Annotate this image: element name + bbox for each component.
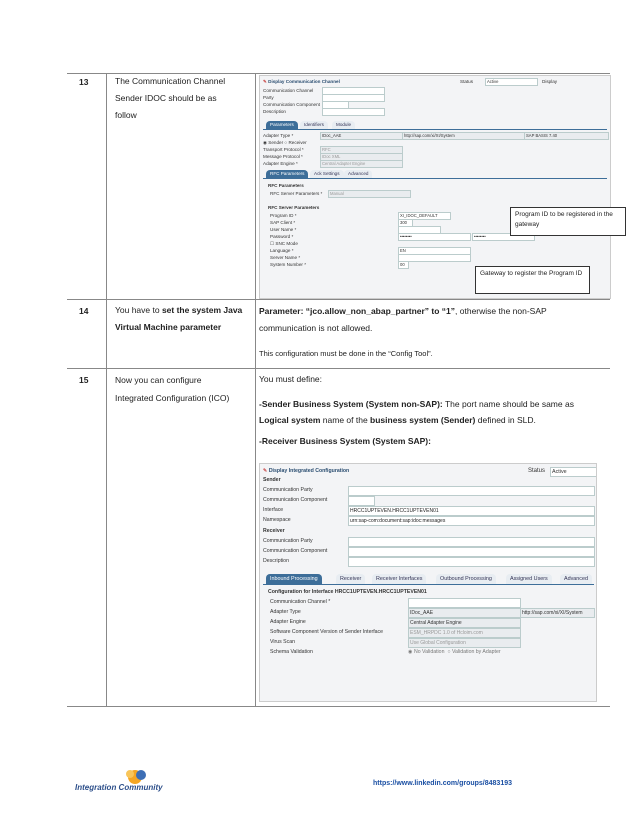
receiver-component-field[interactable] bbox=[348, 547, 595, 557]
config-title: Configuration for Interface HRCC1UPTEVEN.HRCC1UPTEVEN01 bbox=[268, 589, 427, 595]
namespace-field[interactable]: urn:sap-com:document:sap:idoc:messages bbox=[348, 516, 595, 526]
edit-icon: ✎ bbox=[263, 468, 268, 474]
virus-scan-field[interactable]: Use Global Configuration bbox=[408, 638, 521, 648]
field-label: SAP Client * bbox=[270, 220, 296, 225]
table-bottom-border bbox=[67, 706, 610, 707]
radio-selected-icon: ◉ bbox=[408, 649, 413, 655]
radio-selected-icon: ◉ bbox=[263, 140, 268, 145]
tab-rfc-parameters[interactable]: RFC Parameters bbox=[266, 170, 308, 178]
parameter-note: , otherwise the non-SAP communication is not allowed. bbox=[259, 306, 547, 333]
tab-advanced[interactable]: Advanced bbox=[344, 170, 372, 178]
tab-underline bbox=[263, 129, 607, 130]
description-field[interactable] bbox=[322, 108, 385, 116]
radio-unselected-icon: ○ bbox=[284, 140, 288, 145]
edit-icon: ✎ bbox=[263, 79, 267, 84]
parameter-name: Parameter: “jco.allow_non_abap_partner” to “1” bbox=[259, 306, 456, 316]
desc-line: Now you can configure bbox=[115, 375, 202, 385]
tab-underline bbox=[263, 584, 594, 585]
step-number: 13 bbox=[79, 77, 89, 87]
field-label: Software Component Version of Sender Interface bbox=[270, 629, 384, 635]
tab-parameters[interactable]: Parameters bbox=[266, 121, 298, 129]
description-field[interactable] bbox=[348, 557, 595, 567]
snc-checkbox[interactable]: ☐ SNC Mode bbox=[270, 241, 298, 246]
linkedin-group-link[interactable]: https://www.linkedin.com/groups/8483193 bbox=[373, 780, 512, 787]
status-label: Status bbox=[460, 79, 474, 84]
field-label: Communication Component bbox=[263, 102, 320, 107]
field-label: System Number * bbox=[270, 262, 306, 267]
sender-component-field[interactable] bbox=[348, 496, 375, 506]
tab-inbound-processing[interactable]: Inbound Processing bbox=[266, 574, 322, 584]
rfc-server-parameters-field[interactable]: Manual bbox=[328, 190, 411, 198]
field-label: Adapter Engine bbox=[270, 619, 306, 625]
field-label: Adapter Type * bbox=[263, 133, 294, 138]
desc-line: Integrated Configuration (ICO) bbox=[115, 393, 230, 403]
field-label: Communication Component bbox=[263, 548, 328, 554]
tab-assigned-users[interactable]: Assigned Users bbox=[506, 574, 552, 584]
tab-advanced[interactable]: Advanced bbox=[560, 574, 592, 584]
intro-text: You must define: bbox=[259, 374, 323, 384]
field-label: Language * bbox=[270, 248, 294, 253]
desc-bold-text: set the system Java Virtual Machine parameter bbox=[115, 305, 243, 332]
adapter-namespace-field: http://sap.com/xi/XI/System bbox=[402, 132, 525, 140]
interface-field[interactable]: HRCC1UPTEVEN.HRCC1UPTEVEN01 bbox=[348, 506, 595, 516]
adapter-engine-field[interactable]: Central Adapter Engine bbox=[320, 160, 403, 168]
field-label: Communication Party bbox=[263, 538, 313, 544]
radio-unselected-icon: ○ bbox=[447, 649, 451, 655]
field-label: RFC Server Parameters * bbox=[270, 191, 323, 196]
communication-channel-field[interactable] bbox=[408, 598, 521, 608]
field-label: Message Protocol * bbox=[263, 154, 303, 159]
parameter-instruction bbox=[259, 303, 604, 337]
system-number-field[interactable]: 00 bbox=[398, 261, 409, 269]
direction-radio[interactable]: ◉ Sender ○ Receiver bbox=[263, 140, 307, 145]
desc-line: follow bbox=[115, 110, 137, 120]
desc-line: Sender IDOC should be as bbox=[115, 93, 217, 103]
adapter-type-field[interactable]: IDoc_AAE bbox=[320, 132, 403, 140]
sender-party-field[interactable] bbox=[348, 486, 595, 496]
status-field: Active bbox=[550, 467, 597, 477]
program-id-callout: Program ID to be registered in the gateway bbox=[510, 207, 626, 236]
step-description bbox=[115, 302, 250, 336]
tab-receiver[interactable]: Receiver bbox=[336, 574, 365, 584]
step-number: 15 bbox=[79, 375, 89, 385]
table-row-divider bbox=[67, 299, 610, 300]
display-label: Display bbox=[542, 79, 558, 84]
config-tool-note: This configuration must be done in the “Config Tool”. bbox=[259, 349, 433, 358]
field-label: Description bbox=[263, 558, 289, 564]
password-field[interactable]: •••••••• bbox=[398, 233, 471, 241]
receiver-instruction: -Receiver Business System (System SAP): bbox=[259, 436, 431, 446]
language-field[interactable]: EN bbox=[398, 247, 471, 255]
integration-community-logo bbox=[75, 768, 195, 799]
adapter-engine-field: Central Adapter Engine bbox=[408, 618, 521, 628]
field-label: Adapter Type bbox=[270, 609, 301, 615]
section-title: RFC Parameters bbox=[268, 183, 304, 188]
tab-receiver-interfaces[interactable]: Receiver Interfaces bbox=[372, 574, 426, 584]
program-id-field[interactable]: XI_IDOC_DEFAULT bbox=[398, 212, 451, 220]
message-protocol-field[interactable]: IDoc XML bbox=[320, 153, 403, 161]
sap-client-field[interactable]: 300 bbox=[398, 219, 413, 227]
field-label: Schema Validation bbox=[270, 649, 313, 655]
field-label: Communication Channel bbox=[263, 88, 314, 93]
password-confirm-field[interactable]: •••••••• bbox=[472, 233, 535, 241]
desc-text: You have to bbox=[115, 305, 162, 315]
table-column-divider bbox=[106, 73, 107, 706]
desc-line: The Communication Channel bbox=[115, 76, 226, 86]
swcv-field: ESM_HRPDC 1.0 of Hcloim.com bbox=[408, 628, 521, 638]
integrated-configuration-screenshot bbox=[259, 463, 597, 702]
field-label: Program ID * bbox=[270, 213, 297, 218]
field-label: Communication Party bbox=[263, 487, 313, 493]
sender-instruction: -Sender Business System (System non-SAP): The port name should be same as Logical system name of the business system (Sender) defined in SLD. bbox=[259, 399, 574, 425]
gateway-callout: Gateway to register the Program ID bbox=[475, 266, 590, 294]
step-description bbox=[115, 74, 250, 122]
section-title: RFC Server Parameters bbox=[268, 205, 320, 210]
table-row-divider bbox=[67, 368, 610, 369]
field-label: Password * bbox=[270, 234, 294, 239]
status-field: Active bbox=[485, 78, 538, 86]
table-column-divider bbox=[255, 73, 256, 706]
field-label: Description bbox=[263, 109, 286, 114]
tab-ack-settings[interactable]: Ack Settings bbox=[310, 170, 344, 178]
transport-protocol-field[interactable]: RFC bbox=[320, 146, 403, 154]
field-label: Communication Component bbox=[263, 497, 328, 503]
tab-outbound-processing[interactable]: Outbound Processing bbox=[436, 574, 496, 584]
field-label: Transport Protocol * bbox=[263, 147, 304, 152]
field-label: Adapter Engine * bbox=[263, 161, 298, 166]
status-label: Status bbox=[528, 468, 546, 474]
receiver-party-field[interactable] bbox=[348, 537, 595, 547]
field-label: Interface bbox=[263, 507, 284, 513]
section-title: Sender bbox=[263, 477, 281, 483]
field-label: Server Name * bbox=[270, 255, 301, 260]
field-label: User Name * bbox=[270, 227, 297, 232]
field-label: Party bbox=[263, 95, 274, 100]
field-label: Namespace bbox=[263, 517, 291, 523]
schema-validation-radio[interactable]: ◉ No Validation ○ Validation by Adapter bbox=[408, 649, 501, 655]
checkbox-icon: ☐ bbox=[270, 241, 275, 246]
step-description bbox=[115, 371, 250, 407]
screen-title: ✎ Display Communication Channel bbox=[263, 79, 340, 84]
field-label: Virus Scan bbox=[270, 639, 295, 645]
logo-text: Integration Community bbox=[75, 783, 163, 792]
tab-underline bbox=[263, 178, 607, 179]
step-number: 14 bbox=[79, 306, 89, 316]
adapter-namespace-field: http://sap.com/xi/XI/System bbox=[520, 608, 595, 618]
field-label: Communication Channel * bbox=[270, 599, 331, 605]
tab-module[interactable]: Module bbox=[332, 121, 355, 129]
screen-title: ✎ Display Integrated Configuration bbox=[263, 468, 350, 474]
tab-identifiers[interactable]: Identifiers bbox=[300, 121, 328, 129]
section-title: Receiver bbox=[263, 528, 285, 534]
adapter-type-field: IDoc_AAE bbox=[408, 608, 521, 618]
adapter-swcv-field: SAP BASIS 7.40 bbox=[524, 132, 609, 140]
